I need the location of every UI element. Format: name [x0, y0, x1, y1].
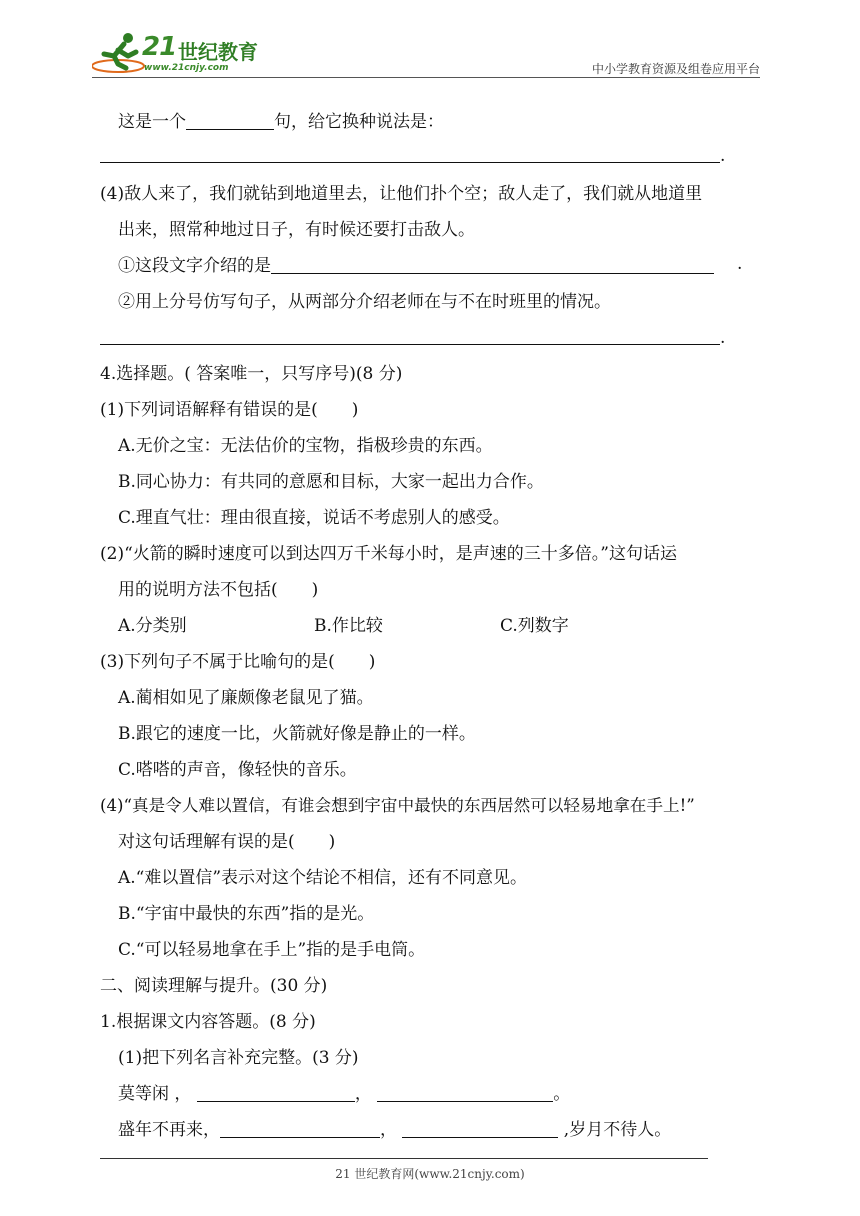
question-text: 对这句话理解有误的是( ): [118, 832, 336, 852]
option-b: B.同心协力：有共同的意愿和目标，大家一起出力合作。: [118, 472, 544, 492]
question-text: (4)“真是令人难以置信，有谁会想到宇宙中最快的东西居然可以轻易地拿在手上!”: [100, 796, 695, 815]
text-segment: ,岁月不待人。: [558, 1120, 672, 1140]
period-mark: .: [720, 146, 726, 166]
question-text: (3)下列句子不属于比喻句的是( ): [100, 652, 376, 672]
text-segment: ①这段文字介绍的是: [118, 256, 271, 276]
text-segment: 莫等闲 ，: [118, 1084, 192, 1104]
header-divider: [92, 77, 760, 78]
question-text: (1)下列词语解释有错误的是( ): [100, 400, 359, 420]
option-b: B.“宇宙中最快的东西”指的是光。: [118, 904, 375, 924]
option-a: A.蔺相如见了廉颇像老鼠见了猫。: [118, 688, 374, 708]
text-segment: ，: [380, 1120, 397, 1140]
text-segment: 盛年不再来，: [118, 1120, 220, 1140]
option-a: A.分类别: [118, 616, 187, 636]
option-b: B.跟它的速度一比，火箭就好像是静止的一样。: [118, 724, 476, 744]
option-b: B.作比较: [314, 616, 383, 636]
page-footer: 21 世纪教育网(www.21cnjy.com): [335, 1167, 525, 1181]
logo-number: 21: [142, 32, 177, 62]
footer-divider: [100, 1158, 708, 1159]
header-platform-text: 中小学教育资源及组卷应用平台: [591, 62, 760, 76]
runner-logo-icon: [92, 30, 148, 76]
fill-in-line: [118, 1118, 671, 1142]
period-mark: .: [737, 254, 743, 274]
question-text: 用的说明方法不包括( ): [118, 580, 319, 600]
text-segment: ，: [354, 1084, 372, 1104]
page-header: [92, 30, 760, 78]
option-c: C.嗒嗒的声音，像轻快的音乐。: [118, 760, 357, 780]
question-line: [118, 110, 444, 134]
answer-blank[interactable]: [220, 1119, 380, 1138]
answer-blank[interactable]: [377, 1083, 553, 1102]
option-a: A.无价之宝：无法估价的宝物，指极珍贵的东西。: [118, 436, 493, 456]
answer-blank[interactable]: [271, 255, 714, 274]
text-segment: 这是一个: [118, 112, 186, 132]
answer-blank[interactable]: [186, 111, 274, 130]
answer-blank[interactable]: [402, 1119, 558, 1138]
option-c: C.列数字: [500, 616, 569, 636]
option-a: A.“难以置信”表示对这个结论不相信，还有不同意见。: [118, 868, 528, 888]
logo-text: 世纪教育: [178, 40, 258, 64]
section-heading: 4.选择题。( 答案唯一，只写序号)(8 分): [100, 364, 403, 384]
answer-blank[interactable]: [197, 1083, 355, 1102]
question-text: (4)敌人来了，我们就钻到地道里去，让他们扑个空；敌人走了，我们就从地道里: [100, 184, 703, 204]
fill-in-line: [118, 1082, 570, 1106]
option-c: C.“可以轻易地拿在手上”指的是手电筒。: [118, 940, 426, 960]
question-text: 1.根据课文内容答题。(8 分): [100, 1012, 316, 1032]
period-mark: .: [720, 328, 726, 348]
text-segment: 句，给它换种说法是：: [274, 112, 444, 132]
question-text: ②用上分号仿写句子，从两部分介绍老师在与不在时班里的情况。: [118, 292, 611, 312]
question-text: 出来，照常种地过日子，有时候还要打击敌人。: [118, 220, 475, 240]
answer-line[interactable]: [100, 344, 720, 345]
section-heading: 二、阅读理解与提升。(30 分): [100, 976, 328, 996]
site-logo: [92, 30, 262, 76]
answer-line[interactable]: [100, 162, 720, 163]
question-text: (1)把下列名言补充完整。(3 分): [118, 1048, 359, 1068]
question-line: [118, 254, 714, 278]
question-text: (2)“火箭的瞬时速度可以到达四万千米每小时，是声速的三十多倍。”这句话运: [100, 544, 677, 564]
option-c: C.理直气壮：理由很直接，说话不考虑别人的感受。: [118, 508, 510, 528]
logo-url: www.21cnjy.com: [144, 63, 229, 73]
text-segment: 。: [553, 1084, 571, 1104]
